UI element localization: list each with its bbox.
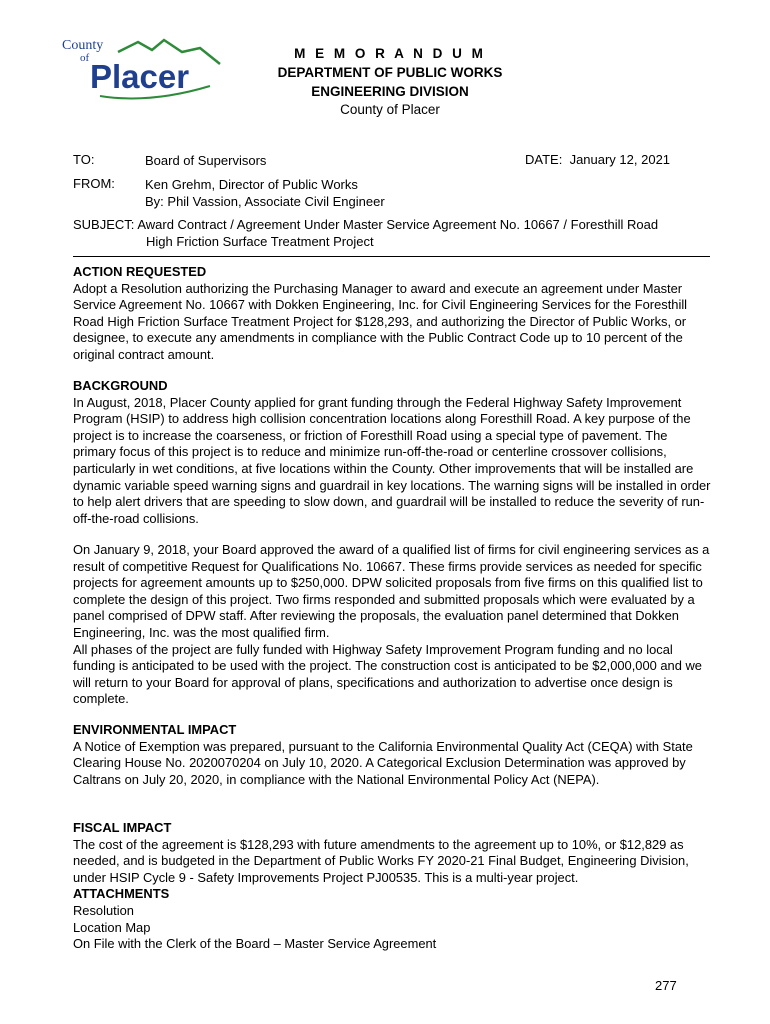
background-paragraph-1: In August, 2018, Placer County applied for grant funding through the Federal Highway Safety Improvement Program (HSIP) to address high collision concentration locations along Foresthill Road. A key purpose of the project is to increase the coarseness, or friction of Foresthill Road using a special type of pavement. The primary focus of this project is to reduce and minimize run-off-the-road or centerline crossover collisions, particularly in wet conditions, at five locations within the County. Other improvements that will be installed are dynamic variable speed warning signs and guardrail in key locations. The warning signs will be installed in order to help alert drivers that are speeding to slow down, and guardrail will be installed to reduce the severity of run-off-the-road collisions.	[73, 394, 711, 526]
background-section	[73, 378, 713, 527]
subject-label: SUBJECT:	[73, 217, 135, 232]
environmental-impact-section	[73, 722, 713, 788]
background-continued	[73, 542, 713, 708]
attachment-item: Resolution	[73, 902, 134, 918]
memo-subject	[73, 216, 713, 250]
date-label: DATE:	[525, 152, 563, 167]
to-value: Board of Supervisors	[145, 153, 267, 168]
environmental-impact-heading: ENVIRONMENTAL IMPACT	[73, 722, 237, 737]
action-requested-text: Adopt a Resolution authorizing the Purchasing Manager to award and execute an agreement under Master Service Agreement No. 10667 with Dokken Engineering, Inc. for Civil Engineering Services for the Foresthill Road High Friction Surface Treatment Project for $128,293, and authorizing the Director of Public Works, or designee, to execute any amendments in compliance with the Public Contract Code up to 10 percent of the original contract amount.	[73, 280, 688, 362]
memo-date	[525, 152, 670, 167]
from-name: Ken Grehm, Director of Public Works	[145, 177, 358, 192]
county-name: County of Placer	[340, 102, 440, 117]
background-heading: BACKGROUND	[73, 378, 168, 393]
from-label: FROM:	[73, 176, 115, 191]
svg-text:County: County	[62, 38, 104, 53]
memo-title: M E M O R A N D U M	[294, 46, 486, 61]
action-requested-section	[73, 264, 713, 364]
subject-line-2: High Friction Surface Treatment Project	[146, 234, 374, 249]
from-value	[145, 176, 385, 210]
environmental-impact-text: A Notice of Exemption was prepared, pursuant to the California Environmental Quality Act (CEQA) with State Clearing House No. 2020070204 on July 10, 2020. A Categorical Exclusion Determination was approved by Caltrans on July 20, 2020, in compliance with the National Environmental Policy Act (NEPA).	[73, 738, 693, 787]
from-by: By: Phil Vassion, Associate Civil Engineer	[145, 194, 385, 209]
division-name: ENGINEERING DIVISION	[311, 84, 469, 99]
svg-text:of: of	[80, 52, 90, 64]
subject-line-1: Award Contract / Agreement Under Master Service Agreement No. 10667 / Foresthill Road	[137, 217, 659, 232]
to-label: TO:	[73, 152, 95, 167]
attachment-item: On File with the Clerk of the Board – Master Service Agreement	[73, 936, 437, 952]
fiscal-impact-text: The cost of the agreement is $128,293 with future amendments to the agreement up to 10%, or $12,829 as needed, and is budgeted in the Department of Public Works FY 2020-21 Final Budget, Engineering Division, under HSIP Cycle 9 - Safety Improvements Project PJ00535. This is a multi-year project.	[73, 836, 689, 885]
attachment-item: Location Map	[73, 919, 151, 935]
date-value: January 12, 2021	[569, 152, 671, 167]
page-number: 277	[655, 978, 677, 993]
action-requested-heading: ACTION REQUESTED	[73, 264, 207, 279]
county-of-placer-logo	[60, 34, 225, 102]
attachments-heading: ATTACHMENTS	[73, 886, 170, 902]
background-paragraph-3: All phases of the project are fully funded with Highway Safety Improvement Program funding and no local funding is anticipated to be used with the project. The construction cost is anticipated to be $2,000,000 and we will return to your Board for approval of plans, specifications and authorization to advertise once design is complete.	[73, 641, 702, 707]
header-divider	[73, 256, 710, 257]
department-name: DEPARTMENT OF PUBLIC WORKS	[277, 65, 503, 80]
fiscal-impact-section	[73, 820, 713, 953]
background-paragraph-2: On January 9, 2018, your Board approved the award of a qualified list of firms for civil engineering services as a result of competitive Request for Qualifications No. 10667. These firms provide services as needed for specific projects for agreement amounts up to $250,000. DPW solicited proposals from five firms on this qualified list to complete the design of this project. Two firms responded and submitted proposals which were evaluated by a panel comprised of DPW staff. After reviewing the proposals, the evaluation panel determined that Dokken Engineering, Inc. was the most qualified firm.	[73, 542, 710, 640]
fiscal-impact-heading: FISCAL IMPACT	[73, 820, 172, 835]
svg-text:Placer: Placer	[90, 58, 190, 95]
